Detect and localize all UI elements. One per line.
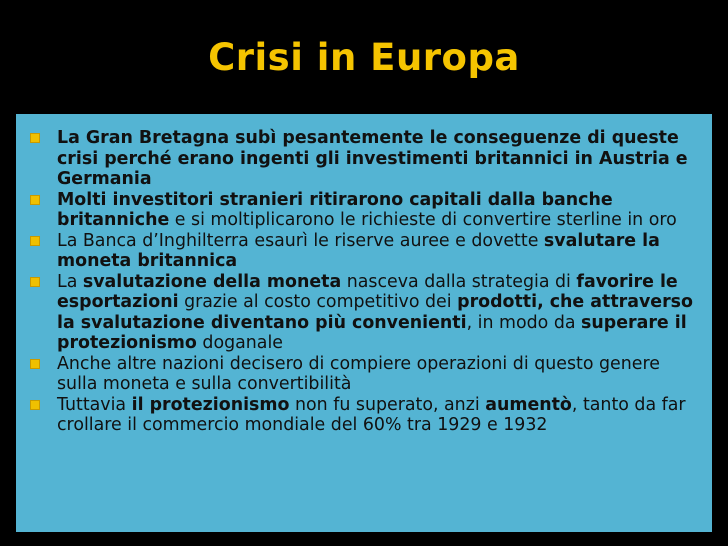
bullet-text-bold: aumentò <box>485 394 572 415</box>
square-bullet-icon <box>30 236 40 246</box>
bullet-text: La Banca d’Inghilterra esaurì le riserve auree e dovette <box>57 230 544 251</box>
bullet-text: grazie al costo competitivo dei <box>178 292 458 312</box>
square-bullet-icon <box>30 277 40 287</box>
bullet-text-bold: superare il protezionismo <box>57 312 687 353</box>
bullet-list <box>30 128 702 436</box>
bullet-text-bold: favorire le esportazioni <box>57 271 678 312</box>
slide-title: Crisi in Europa <box>208 36 520 79</box>
bullet-item <box>30 395 702 436</box>
bullet-text: nasceva dalla strategia di <box>341 271 577 292</box>
bullet-text: Tuttavia <box>57 394 132 415</box>
bullet-item <box>30 231 702 272</box>
content-panel <box>16 114 712 532</box>
bullet-text-bold: prodotti, che attraverso la svalutazione diventano più convenienti <box>57 292 693 333</box>
bullet-text: La <box>57 271 83 292</box>
bullet-text-bold: Molti investitori stranieri ritirarono capitali dalla banche britanniche <box>57 189 613 230</box>
bullet-text: , in modo da <box>466 312 582 333</box>
bullet-text: Anche altre nazioni decisero di compiere operazioni di questo genere sulla moneta e sulla convertibilità <box>57 353 660 394</box>
bullet-text-bold: svalutazione della moneta <box>82 271 342 292</box>
bullet-text-bold: svalutare la moneta britannica <box>57 230 660 271</box>
bullet-text: e si moltiplicarono le richieste di convertire sterline in oro <box>169 210 677 230</box>
square-bullet-icon <box>30 195 40 205</box>
bullet-item <box>30 128 702 190</box>
bullet-text-bold: il protezionismo <box>131 394 290 415</box>
bullet-text: non fu superato, anzi <box>289 394 486 415</box>
bullet-text: , tanto da far crollare il commercio mondiale del 60% tra 1929 e 1932 <box>57 394 686 435</box>
square-bullet-icon <box>30 133 40 143</box>
square-bullet-icon <box>30 400 40 410</box>
bullet-item <box>30 354 702 395</box>
bullet-text: doganale <box>196 333 283 353</box>
square-bullet-icon <box>30 359 40 369</box>
bullet-item <box>30 190 702 231</box>
bullet-item <box>30 272 702 354</box>
bullet-text-bold: La Gran Bretagna subì pesantemente le conseguenze di queste crisi perché erano ingenti gli investimenti britannici in Austria e Germania <box>57 128 688 189</box>
